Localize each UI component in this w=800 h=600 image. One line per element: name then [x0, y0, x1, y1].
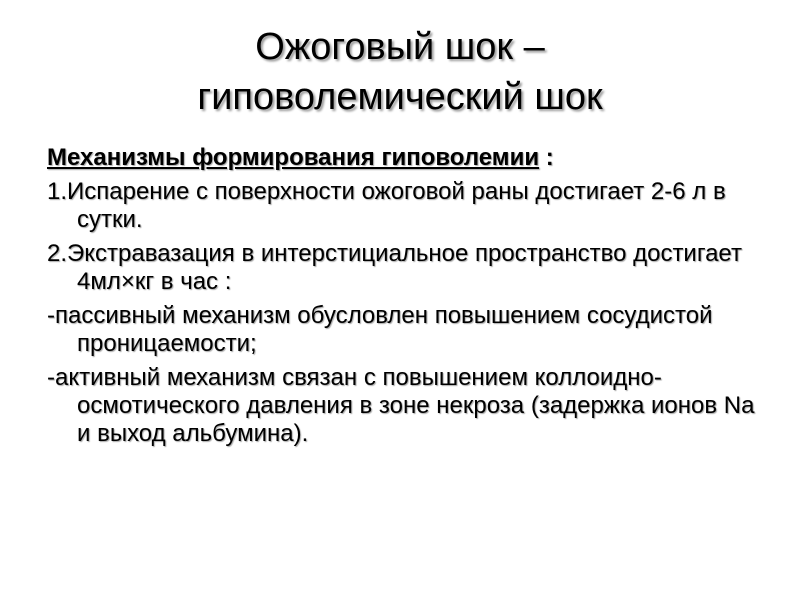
- paragraph-active-mechanism: -активный механизм связан с повышением коллоидно-осмотического давления в зоне некроза (задержка ионов Na и выход альбумина).: [47, 364, 755, 447]
- section-heading: [47, 144, 767, 172]
- slide-body: [47, 144, 767, 454]
- slide-title: [60, 22, 740, 122]
- slide-title-line-2: гиповолемический шок: [197, 76, 603, 118]
- section-heading-text: Механизмы формирования гиповолемии: [47, 144, 540, 171]
- paragraph-passive-mechanism: -пассивный механизм обусловлен повышением сосудистой проницаемости;: [47, 302, 713, 357]
- paragraph-extravasation: 2.Экстравазация в интерстициальное пространство достигает 4мл×кг в час :: [47, 240, 742, 295]
- slide-title-line-1: Ожоговый шок –: [255, 26, 545, 68]
- paragraph-evaporation: 1.Испарение с поверхности ожоговой раны достигает 2-6 л в сутки.: [47, 178, 726, 233]
- section-heading-suffix: :: [539, 144, 554, 171]
